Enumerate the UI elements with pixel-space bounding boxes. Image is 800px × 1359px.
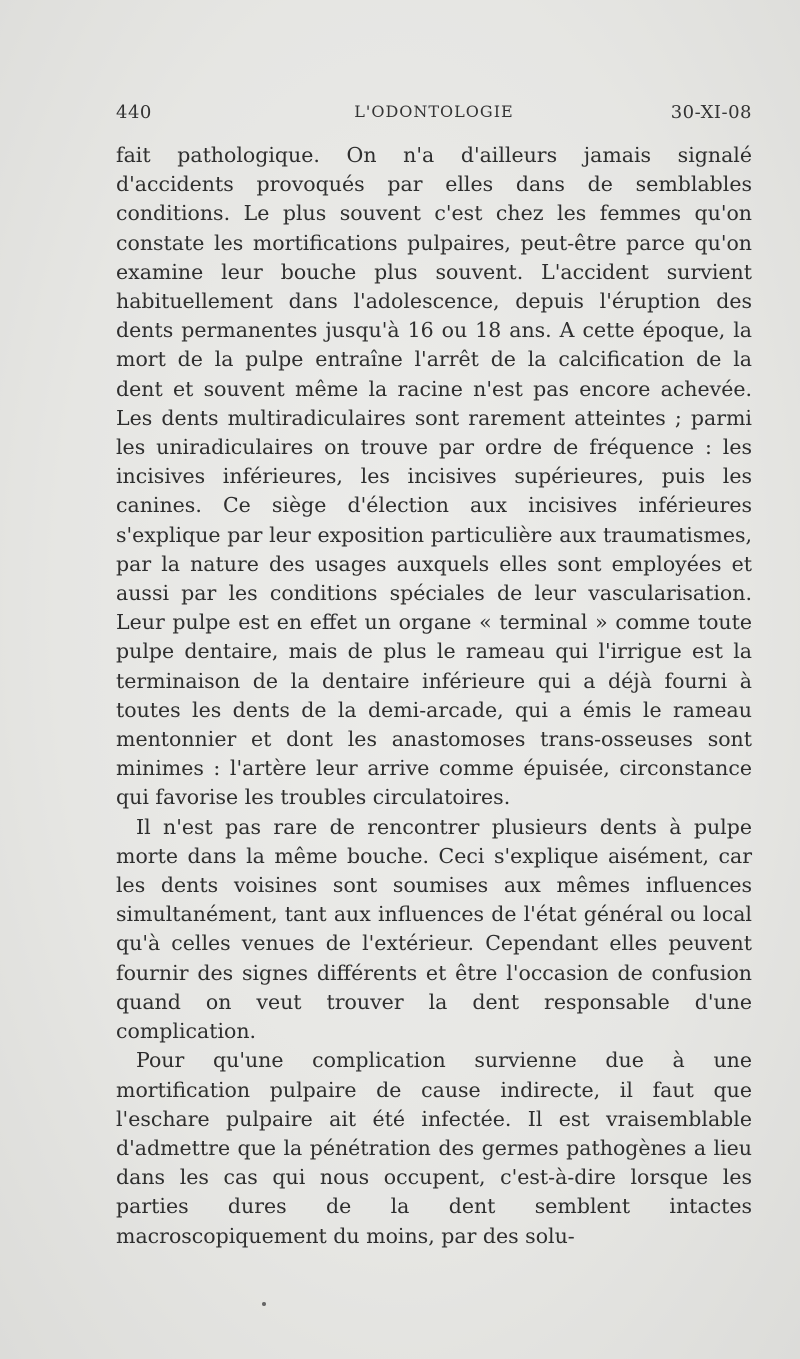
issue-date: 30-XI-08 (670, 102, 752, 123)
ink-speck (262, 1302, 266, 1306)
body-text (116, 141, 752, 1251)
paragraph-1: fait pathologique. On n'a d'ailleurs jamais signalé d'accidents provoqués par elles dans de semblables conditions. Le plus souvent c'est chez les femmes qu'on constate les mortifications pulpaires, peut-être parce qu'on examine leur bouche plus souvent. L'accident survient habituellement dans l'adolescence, depuis l'éruption des dents permanentes jusqu'à 16 ou 18 ans. A cette époque, la mort de la pulpe entraîne l'arrêt de la calcification de la dent et souvent même la racine n'est pas encore achevée. Les dents multiradiculaires sont rarement atteintes ; parmi les uniradiculaires on trouve par ordre de fréquence : les incisives inférieures, les incisives supérieures, puis les canines. Ce siège d'élection aux incisives inférieures s'explique par leur exposition particulière aux traumatismes, par la nature des usages auxquels elles sont employées et aussi par les conditions spéciales de leur vascularisation. Leur pulpe est en effet un organe « terminal » comme toute pulpe dentaire, mais de plus le rameau qui l'irrigue est la terminaison de la dentaire inférieure qui a déjà fourni à toutes les dents de la demi-arcade, qui a émis le rameau mentonnier et dont les anastomoses trans-osseuses sont minimes : l'artère leur arrive comme épuisée, circonstance qui favorise les troubles circulatoires. (116, 143, 752, 810)
paragraph-2: Il n'est pas rare de rencontrer plusieurs dents à pulpe morte dans la même bouche. Ceci s'explique aisément, car les dents voisines sont soumises aux mêmes influences simultanément, tant aux influences de l'état général ou local qu'à celles venues de l'extérieur. Cependant elles peuvent fournir des signes différents et être l'occasion de confusion quand on veut trouver la dent responsable d'une complication. (116, 814, 752, 1044)
journal-title: L'ODONTOLOGIE (354, 102, 514, 121)
paragraph-3: Pour qu'une complication survienne due à une mortification pulpaire de cause indirecte, il faut que l'eschare pulpaire ait été infectée. Il est vraisemblable d'admettre que la pénétration des germes pathogènes a lieu dans les cas qui nous occupent, c'est-à-dire lorsque les parties dures de la dent semblent intactes macroscopiquement du moins, par des solu- (116, 1048, 752, 1248)
running-head (116, 102, 752, 130)
page-number: 440 (116, 102, 152, 123)
